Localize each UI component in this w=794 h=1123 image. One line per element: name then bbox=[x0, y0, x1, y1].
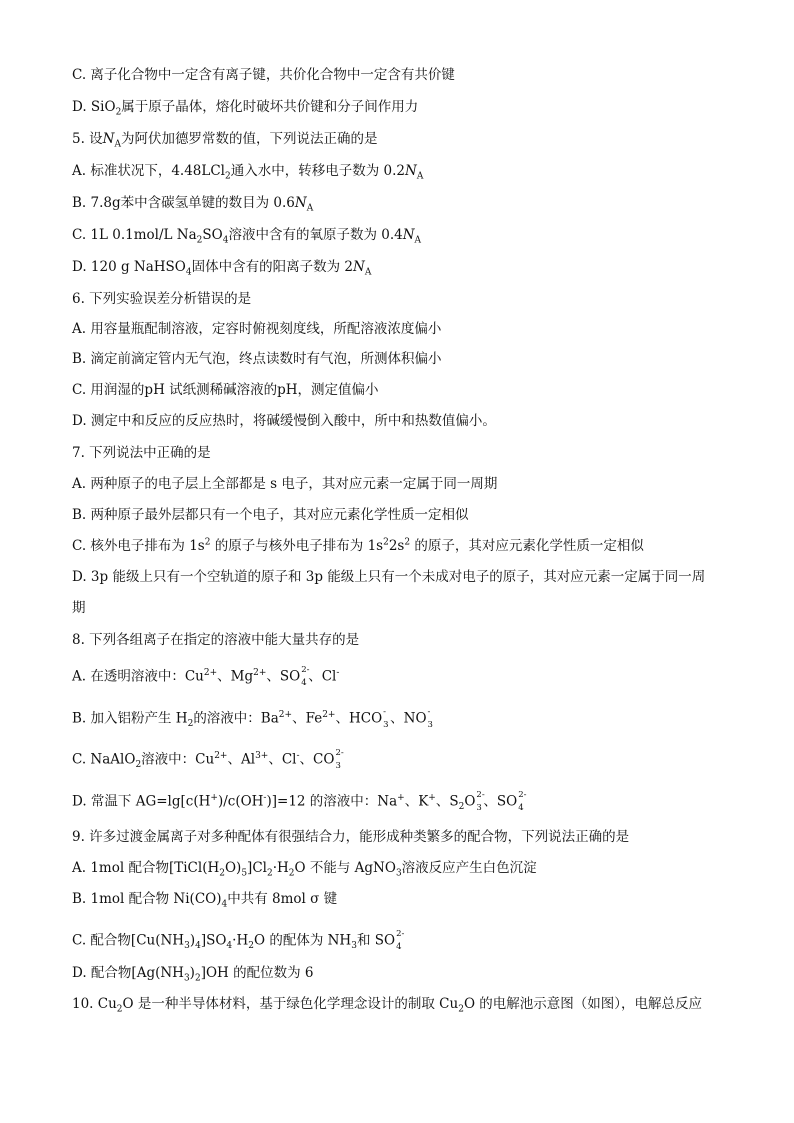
subscript: 2 bbox=[196, 235, 203, 246]
subscript: 4 bbox=[185, 267, 192, 278]
question-stem: 10. $Cu_2O$ 是一种半导体材料，基于绿色化学理念设计的制取 $Cu_2O$ 的电解池示意图（如图），电解总反应 bbox=[72, 996, 703, 1015]
subscript: 2 bbox=[187, 719, 194, 730]
subscript: 2 bbox=[248, 941, 254, 952]
subscript: A bbox=[364, 267, 372, 278]
ion-charge: 2- 3 bbox=[335, 748, 344, 771]
subscript: 2 bbox=[219, 868, 225, 879]
superscript: 2 bbox=[383, 537, 389, 548]
option-line-continued: 期 bbox=[72, 600, 86, 616]
subscript: 3 bbox=[184, 941, 190, 952]
option-line: C. 用润湿的pH 试纸测稀碱溶液的pH，测定值偏小 bbox=[72, 382, 379, 398]
subscript: A bbox=[416, 171, 424, 182]
option-line: B. 加入铝粉产生 $H_2$的溶液中：$Ba^{2+}$、$Fe^{2+}$、HCO - 3 、NO - 3 bbox=[72, 707, 433, 730]
subscript: A bbox=[306, 203, 314, 214]
subscript: 2 bbox=[458, 1004, 464, 1015]
superscript: 2 bbox=[404, 537, 411, 548]
option-line: D. 配合物$[Ag(NH_3)_2]OH$ 的配位数为 6 bbox=[72, 965, 314, 984]
subscript: 2 bbox=[225, 171, 231, 182]
subscript: 3 bbox=[183, 973, 190, 984]
subscript: 2 bbox=[116, 1004, 123, 1015]
italic-symbol: N bbox=[294, 195, 307, 211]
subscript: 4 bbox=[226, 941, 233, 952]
question-stem: 6. 下列实验误差分析错误的是 bbox=[72, 291, 252, 307]
subscript: 5 bbox=[241, 868, 248, 879]
question-stem: 8. 下列各组离子在指定的溶液中能大量共存的是 bbox=[72, 632, 360, 648]
superscript: 2+ bbox=[214, 751, 228, 761]
ion-charge: - 3 bbox=[427, 707, 433, 730]
option-line: B. 7.8g苯中含碳氢单键的数目为 $0.6N_A$ bbox=[72, 195, 314, 214]
superscript: 2+ bbox=[203, 668, 218, 678]
question-stem: 5. 设$N_A$为阿伏加德罗常数的值，下列说法正确的是 bbox=[72, 131, 378, 150]
option-line: C. NaAlO$_2$溶液中：$Cu^{2+}$、$Al^{3+}$、Cl-、CO 2- 3 bbox=[72, 748, 344, 771]
subscript: A bbox=[414, 235, 422, 246]
text-line: C. 离子化合物中一定含有离子键，共价化合物中一定含有共价键 bbox=[72, 67, 455, 83]
italic-symbol: N bbox=[405, 163, 417, 179]
question-stem: 9. 许多过渡金属离子对多种配体有很强结合力，能形成种类繁多的配合物，下列说法正确的是 bbox=[72, 829, 630, 845]
subscript: 4 bbox=[195, 941, 201, 952]
option-line: C. 1L 0.1mol/L $Na_2SO_4$溶液中含有的氧原子数为 $0.4N_A$ bbox=[72, 227, 422, 246]
option-line: B. 滴定前滴定管内无气泡，终点读数时有气泡，所测体积偏小 bbox=[72, 351, 442, 367]
subscript: 2 bbox=[266, 868, 273, 879]
option-line: C. 核外电子排布为 $1s^2$ 的原子与核外电子排布为 $1s^22s^2$ 的原子，其对应元素化学性质一定相似 bbox=[72, 537, 644, 554]
subscript: 2 bbox=[458, 802, 465, 813]
option-line: A. 1mol 配合物$[TiCl(H_2O)_5]Cl_2\cdot H_2O$ 不能与 AgNO$_3$溶液反应产生白色沉淀 bbox=[72, 860, 537, 879]
italic-symbol: N bbox=[353, 259, 365, 275]
ion-charge: 2- 4 bbox=[518, 790, 527, 813]
superscript: - bbox=[263, 793, 267, 803]
superscript: 3+ bbox=[255, 751, 269, 761]
option-line: A. 用容量瓶配制溶液，定容时俯视刻度线，所配溶液浓度偏小 bbox=[72, 321, 442, 337]
question-stem: 7. 下列说法中正确的是 bbox=[72, 445, 211, 461]
ion-charge: 2- 4 bbox=[396, 929, 405, 952]
superscript: + bbox=[397, 793, 405, 803]
option-line: A. 标准状况下，4.48LCl$_2$通入水中，转移电子数为 $0.2N_A$ bbox=[72, 163, 424, 182]
option-line: B. 两种原子最外层都只有一个电子，其对应元素化学性质一定相似 bbox=[72, 507, 469, 523]
option-line: A. 在透明溶液中：$Cu^{2+}$、$Mg^{2+}$、SO 2- 4 、Cl- bbox=[72, 665, 340, 688]
subscript: 4 bbox=[222, 235, 229, 246]
subscript: 2 bbox=[288, 868, 295, 879]
subscript: 2 bbox=[115, 107, 122, 118]
option-line: D. 测定中和反应的反应热时，将碱缓慢倒入酸中，所中和热数值偏小。 bbox=[72, 413, 496, 429]
superscript: + bbox=[210, 793, 218, 803]
subscript: 2 bbox=[194, 973, 201, 984]
option-line: D. 120 g NaHSO$_4$固体中含有的阳离子数为 $2N_A$ bbox=[72, 259, 372, 278]
option-line: D. 常温下 AG=lg[c(H+)/c(OH-)]=12 的溶液中：Na+、K+、$S_2O$ 2- 3 、SO 2- 4 bbox=[72, 790, 527, 813]
ion-charge: - 3 bbox=[383, 707, 389, 730]
option-line: D. 3p 能级上只有一个空轨道的原子和 3p 能级上只有一个未成对电子的原子，其对应元素一定属于同一周 bbox=[72, 569, 706, 585]
italic-symbol: N bbox=[402, 227, 415, 243]
superscript: + bbox=[428, 793, 436, 803]
subscript: 2 bbox=[135, 760, 142, 771]
ion-charge: 2- 3 bbox=[476, 790, 485, 813]
subscript: A bbox=[114, 139, 121, 150]
superscript: 2+ bbox=[322, 710, 336, 720]
superscript: - bbox=[296, 751, 300, 761]
text-line: D. SiO$_2$属于原子晶体，熔化时破坏共价键和分子间作用力 bbox=[72, 99, 419, 118]
ion-charge: 2- 4 bbox=[301, 665, 310, 688]
subscript: 4 bbox=[221, 899, 228, 910]
superscript: - bbox=[336, 668, 340, 678]
superscript: 2 bbox=[204, 537, 211, 548]
italic-symbol: N bbox=[102, 131, 115, 147]
option-line: A. 两种原子的电子层上全部都是 s 电子，其对应元素一定属于同一周期 bbox=[72, 476, 498, 492]
superscript: 2+ bbox=[278, 710, 293, 720]
subscript: 3 bbox=[395, 868, 402, 879]
superscript: 2+ bbox=[253, 668, 267, 678]
subscript: 3 bbox=[351, 941, 357, 952]
option-line: B. 1mol 配合物 $Ni(CO)_4$中共有 8mol σ 键 bbox=[72, 891, 338, 910]
option-line: C. 配合物$[Cu(NH_3)_4]SO_4\cdot H_2O$ 的配体为 $NH_3$和 SO 2- 4 bbox=[72, 929, 405, 952]
